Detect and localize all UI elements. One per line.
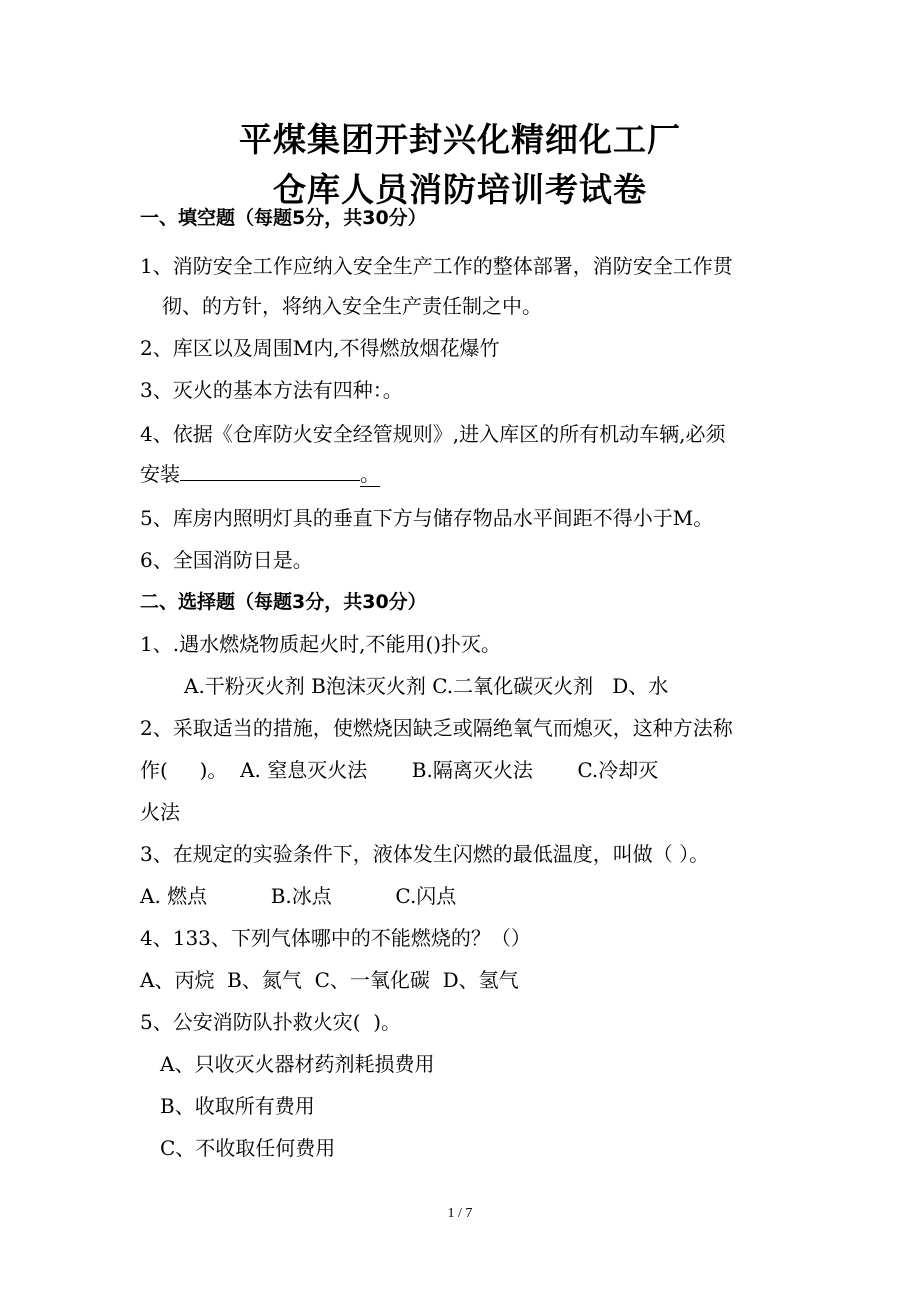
choice-q3-options: A. 燃点 B.冰点 C.闪点 xyxy=(140,884,457,908)
choice-q5-option-c: C、不收取任何费用 xyxy=(160,1136,336,1160)
choice-q2-line1: 2、采取适当的措施，使燃烧因缺乏或隔绝氧气而熄灭，这种方法称 xyxy=(140,716,733,740)
document-title-line2: 仓库人员消防培训考试卷 xyxy=(273,170,647,209)
fill-q4-line2 xyxy=(140,460,380,488)
choice-q4-options: A、丙烷 B、氮气 C、一氧化碳 D、氢气 xyxy=(140,968,519,992)
fill-q6: 6、全国消防日是。 xyxy=(140,548,313,572)
choice-q2-line3: 火法 xyxy=(140,800,180,824)
fill-q4-line1: 4、依据《仓库防火安全经管规则》,进入库区的所有机动车辆,必须 xyxy=(140,422,726,446)
choice-q1-options: A.干粉灭火剂 B泡沫灭火剂 C.二氧化碳灭火剂 D、水 xyxy=(184,674,669,698)
choice-q5-option-a: A、只收灭火器材药剂耗损费用 xyxy=(160,1052,435,1076)
fill-q4-prefix: 安装 xyxy=(140,462,180,486)
fill-q1-line2: 彻、的方针，将纳入安全生产责任制之中。 xyxy=(162,294,542,318)
choice-q5-option-b: B、收取所有费用 xyxy=(160,1094,315,1118)
fill-q1-line1: 1、消防安全工作应纳入安全生产工作的整体部署，消防安全工作贯 xyxy=(140,254,733,278)
fill-q4-suffix: 。 xyxy=(360,462,380,486)
choice-q5: 5、公安消防队扑救火灾( )。 xyxy=(140,1010,402,1034)
choice-q2-line2: 作( )。 A. 窒息灭火法 B.隔离灭火法 C.冷却灭 xyxy=(140,758,659,782)
fill-q3: 3、灭火的基本方法有四种：。 xyxy=(140,378,403,402)
answer-blank xyxy=(180,462,360,481)
fill-q2: 2、库区以及周围M内,不得燃放烟花爆竹 xyxy=(140,336,500,360)
choice-q4: 4、133、下列气体哪中的不能燃烧的？（） xyxy=(140,926,531,950)
choice-q1: 1、.遇水燃烧物质起火时,不能用()扑灭。 xyxy=(140,632,502,656)
page-number: 1 / 7 xyxy=(447,1206,473,1221)
section1-heading: 一、填空题（每题5分，共30分） xyxy=(140,207,427,229)
fill-q5: 5、库房内照明灯具的垂直下方与储存物品水平间距不得小于M。 xyxy=(140,506,714,530)
document-title-line1: 平煤集团开封兴化精细化工厂 xyxy=(239,120,681,159)
section2-heading: 二、选择题（每题3分，共30分） xyxy=(140,591,427,613)
choice-q3: 3、在规定的实验条件下，液体发生闪燃的最低温度，叫做（ ）。 xyxy=(140,842,710,866)
